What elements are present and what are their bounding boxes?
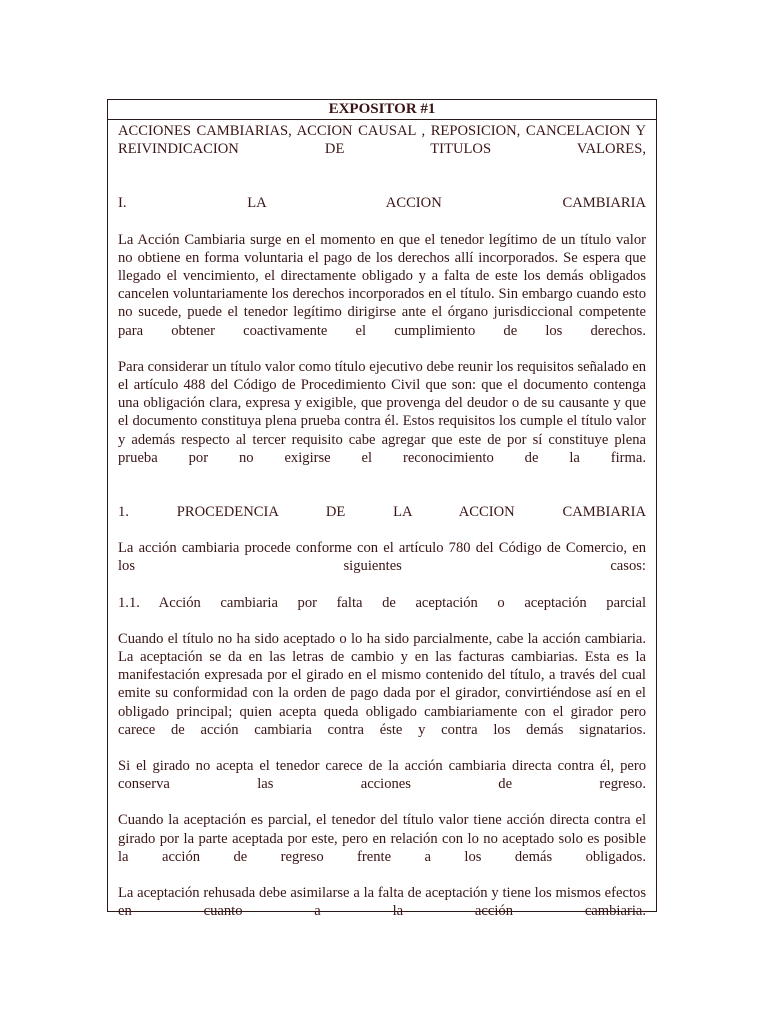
document-heading: ACCIONES CAMBIARIAS, ACCION CAUSAL , REPOSICION, CANCELACION Y REIVINDICACION DE TITULOS VALORES, [118,123,646,158]
subsection-heading-falta-aceptacion: 1.1. Acción cambiaria por falta de aceptación o aceptación parcial [118,594,646,611]
section-heading-accion-cambiaria: I. LA ACCION CAMBIARIA [118,195,646,212]
document-table [107,99,657,920]
section-heading-procedencia: 1. PROCEDENCIA DE LA ACCION CAMBIARIA [118,504,646,521]
paragraph-1: La Acción Cambiaria surge en el momento en que el tenedor legítimo de un título valor no obtiene en forma voluntaria el pago de los derechos allí incorporados. Se espera que llegado el vencimiento, el directamente obligado y a falta de este los demás obligados cancelen voluntariamente los derechos incorporados en el título. Sin embargo cuando esto no sucede, puede el tenedor legítimo dirigirse ante el órgano jurisdiccional competente para obtener coactivamente el cumplimiento de los derechos. [118,231,646,339]
paragraph-3: La acción cambiaria procede conforme con el artículo 780 del Código de Comercio, en los siguientes casos: [118,540,646,575]
document-title: EXPOSITOR #1 [108,100,656,120]
document-content [108,120,656,921]
paragraph-7: La aceptación rehusada debe asimilarse a la falta de aceptación y tiene los mismos efectos en cuanto a la acción cambiaria. [118,885,646,920]
paragraph-2: Para considerar un título valor como título ejecutivo debe reunir los requisitos señalado en el artículo 488 del Código de Procedimiento Civil que son: que el documento contenga una obligación clara, expresa y exigible, que provenga del deudor o de su causante y que el documento constituya plena prueba contra él. Estos requisitos los cumple el título valor y además respecto al tercer requisito cabe agregar que este de por sí constituye plena prueba por no exigirse el reconocimiento de la firma. [118,358,646,466]
paragraph-6: Cuando la aceptación es parcial, el tenedor del título valor tiene acción directa contra el girado por la parte aceptada por este, pero en relación con lo no aceptado solo es posible la acción de regreso frente a los demás obligados. [118,812,646,865]
paragraph-5: Si el girado no acepta el tenedor carece de la acción cambiaria directa contra él, pero conserva las acciones de regreso. [118,758,646,793]
paragraph-4: Cuando el título no ha sido aceptado o lo ha sido parcialmente, cabe la acción cambiaria. La aceptación se da en las letras de cambio y en las facturas cambiarias. Esta es la manifestación expresada por el girado en el mismo contenido del título, a través del cual emite su conformidad con la orden de pago dada por el girador, convirtiéndose así en el obligado principal; quien acepta queda obligado cambiariamente con el girador pero carece de acción cambiaria contra éste y contra los demás signatarios. [118,630,646,738]
